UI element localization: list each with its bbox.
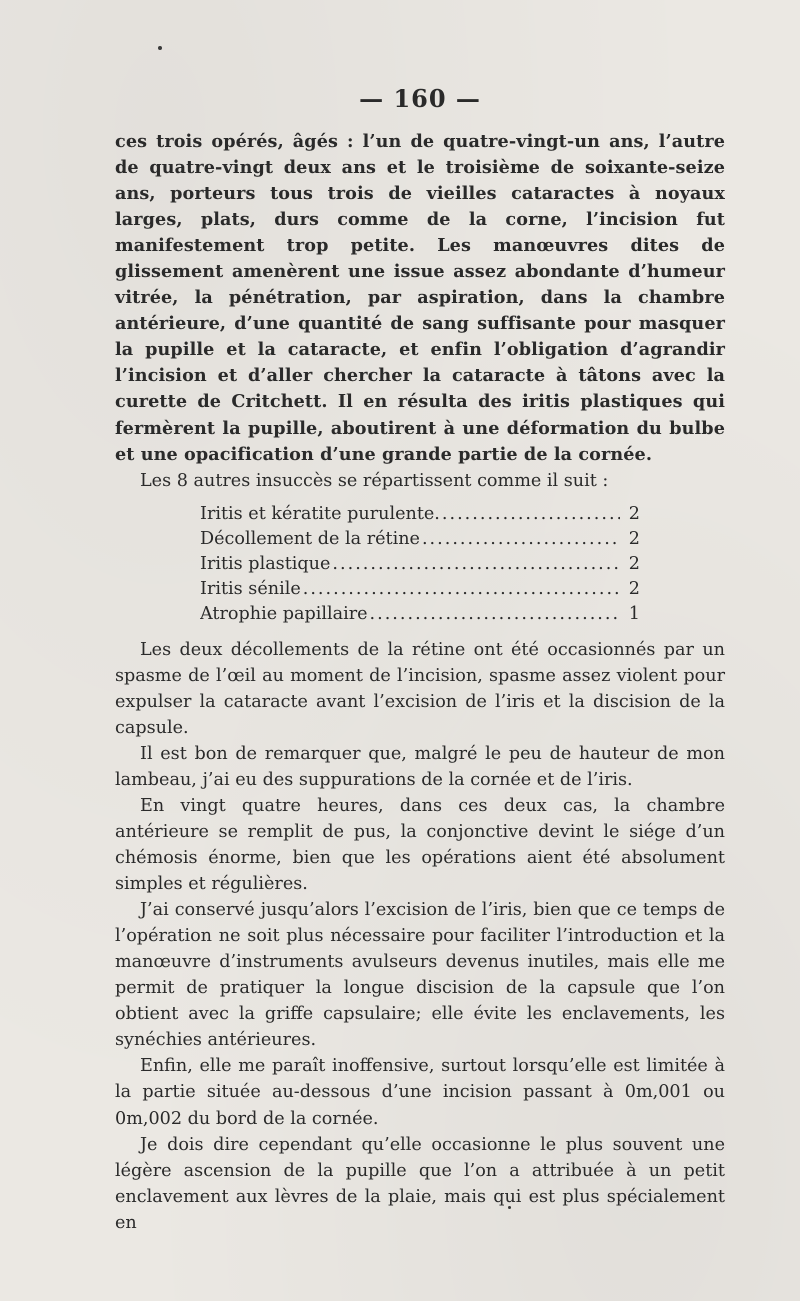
paragraph: En vingt quatre heures, dans ces deux cas, la chambre antérieure se remplit de pus, la conjonctive devint le siége d’un chémosis énorme, bien que les opérations aient été absolument simples et régulières.	[115, 795, 725, 895]
body-text	[115, 129, 725, 1236]
list-item-label: Décollement de la rétine	[200, 528, 420, 549]
list-item-count: 1	[628, 603, 640, 624]
ink-speck	[158, 46, 162, 50]
list-item-label: Iritis sénile	[200, 578, 301, 599]
list-item	[200, 602, 640, 627]
list-item	[200, 502, 640, 527]
page-number: — 160 —	[359, 84, 481, 113]
list-item-count: 2	[628, 553, 640, 574]
list-item-count: 2	[628, 503, 640, 524]
list-item-label: Atrophie papillaire	[200, 603, 368, 624]
list-item-count: 2	[628, 528, 640, 549]
paragraph: Je dois dire cependant qu’elle occasionne le plus souvent une légère ascension de la pupille que l’on a attribuée à un petit enclavement aux lèvres de la plaie, mais qui est plus spécialement en	[115, 1134, 725, 1233]
leader-dots	[442, 502, 620, 527]
list-item-count: 2	[628, 578, 640, 599]
leader-dots	[422, 527, 620, 552]
leader-dots	[332, 552, 620, 577]
leader-dots	[303, 577, 620, 602]
list-item-label: Iritis et kératite purulente.	[200, 503, 440, 524]
list-item	[200, 577, 640, 602]
paragraph: Les deux décollements de la rétine ont été occasionnés par un spasme de l’œil au moment de l’incision, spasme assez violent pour expulser la cataracte avant l’excision de l’iris et la discision de la capsule.	[115, 639, 725, 738]
paragraph: ces trois opérés, âgés : l’un de quatre-vingt-un ans, l’autre de quatre-vingt deux ans et le troisième de soixante-seize ans, porteurs tous trois de vieilles cataractes à noyaux larges, plats, durs comme de la corne, l’incision fut manifestement trop petite. Les manœuvres dites de glissement amenèrent une issue assez abondante d’humeur vitrée, la pénétration, par aspiration, dans la chambre antérieure, d’une quantité de sang suffisante pour masquer la pupille et la cataracte, et enfin l’obligation d’agrandir l’incision et d’aller chercher la cataracte à tâtons avec la curette de Critchett. Il en résulta des iritis plastiques qui fermèrent la pupille, aboutirent à une déformation du bulbe et une opacification d’une grande partie de la cornée.	[115, 131, 725, 465]
list-item	[200, 527, 640, 552]
paragraph: J’ai conservé jusqu’alors l’excision de l’iris, bien que ce temps de l’opération ne soit plus nécessaire pour faciliter l’introduction et la manœuvre d’instruments avulseurs devenus inutiles, mais elle me permit de pratiquer la longue discision de la capsule que l’on obtient avec la griffe capsulaire; elle évite les enclavements, les synéchies antérieures.	[115, 900, 725, 1051]
paragraph: Il est bon de remarquer que, malgré le peu de hauteur de mon lambeau, j’ai eu des suppurations de la cornée et de l’iris.	[115, 743, 725, 790]
paragraph: Les 8 autres insuccès se répartissent comme il suit :	[140, 470, 609, 491]
leader-dots	[370, 602, 620, 627]
failure-breakdown-list	[200, 502, 640, 627]
list-item	[200, 552, 640, 577]
list-item-label: Iritis plastique	[200, 553, 331, 574]
paragraph: Enfin, elle me paraît inoffensive, surtout lorsqu’elle est limitée à la partie située au-dessous d’une incision passant à 0m,001 ou 0m,002 du bord de la cornée.	[115, 1056, 725, 1129]
